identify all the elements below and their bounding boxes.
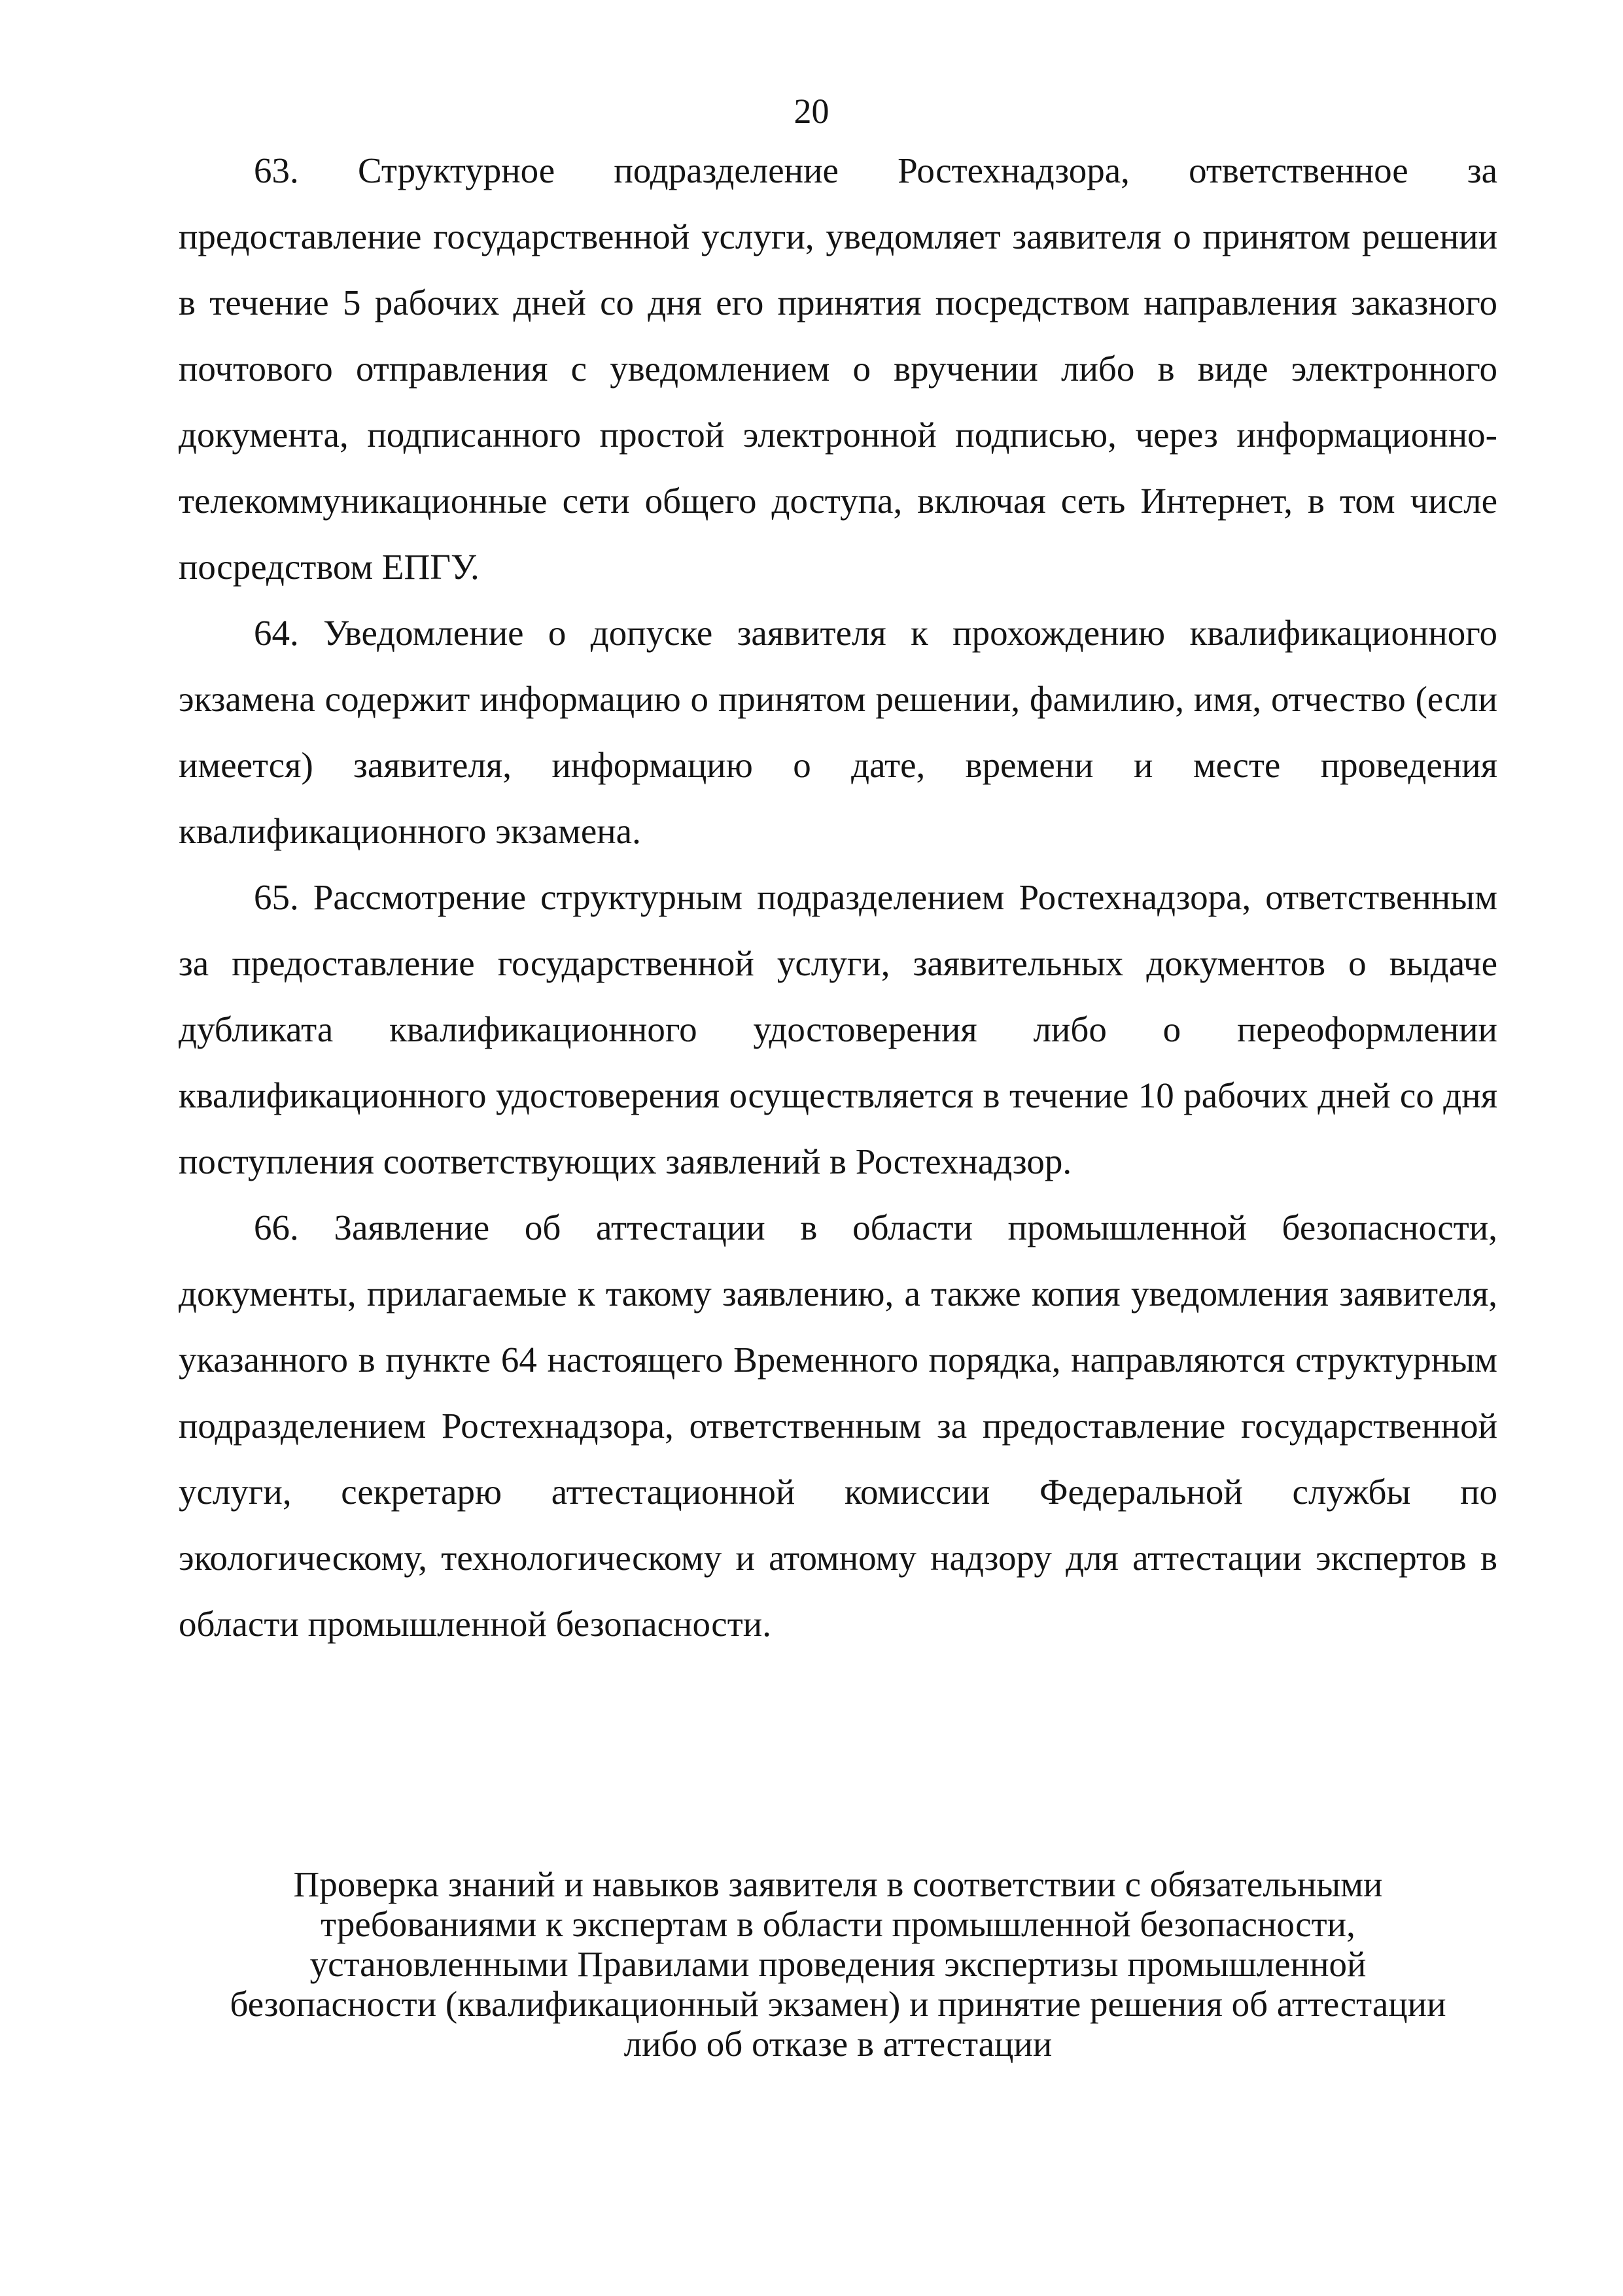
section-heading-line: установленными Правилами проведения экспертизы промышленной (309, 1944, 1367, 1984)
page-number: 20 (794, 92, 829, 131)
document-body (179, 137, 1497, 1657)
paragraph-63: 63. Структурное подразделение Ростехнадзора, ответственное за предоставление государственной услуги, уведомляет заявителя о принятом решении в течение 5 рабочих дней со дня его принятия посредством направления заказного почтового отправления с уведомлением о вручении либо в виде электронного документа, подписанного простой электронной подписью, через информационно-телекоммуникационные сети общего доступа, включая сеть Интернет, в том числе посредством ЕПГУ. (179, 150, 1497, 587)
paragraph-64: 64. Уведомление о допуске заявителя к прохождению квалификационного экзамена содержит информацию о принятом решении, фамилию, имя, отчество (если имеется) заявителя, информацию о дате, времени и месте проведения квалификационного экзамена. (179, 613, 1497, 851)
paragraph-66: 66. Заявление об аттестации в области промышленной безопасности, документы, прилагаемые к такому заявлению, а также копия уведомления заявителя, указанного в пункте 64 настоящего Временного порядка, направляются структурным подразделением Ростехнадзора, ответственным за предоставление государственной услуги, секретарю аттестационной комиссии Федеральной службы по экологическому, технологическому и атомному надзору для аттестации экспертов в области промышленной безопасности. (179, 1208, 1497, 1644)
section-heading-line: безопасности (квалификационный экзамен) и принятие решения об аттестации (230, 1984, 1446, 2024)
section-heading-line: либо об отказе в аттестации (623, 2024, 1053, 2064)
section-heading-line: требованиями к экспертам в области промышленной безопасности, (321, 1904, 1355, 1944)
paragraph-65: 65. Рассмотрение структурным подразделением Ростехнадзора, ответственным за предоставление государственной услуги, заявительных документов о выдаче дубликата квалификационного удостоверения либо о переоформлении квалификационного удостоверения осуществляется в течение 10 рабочих дней со дня поступления соответствующих заявлений в Ростехнадзор. (179, 877, 1497, 1181)
section-heading (179, 1864, 1497, 2064)
section-heading-line: Проверка знаний и навыков заявителя в соответствии с обязательными (293, 1864, 1383, 1904)
